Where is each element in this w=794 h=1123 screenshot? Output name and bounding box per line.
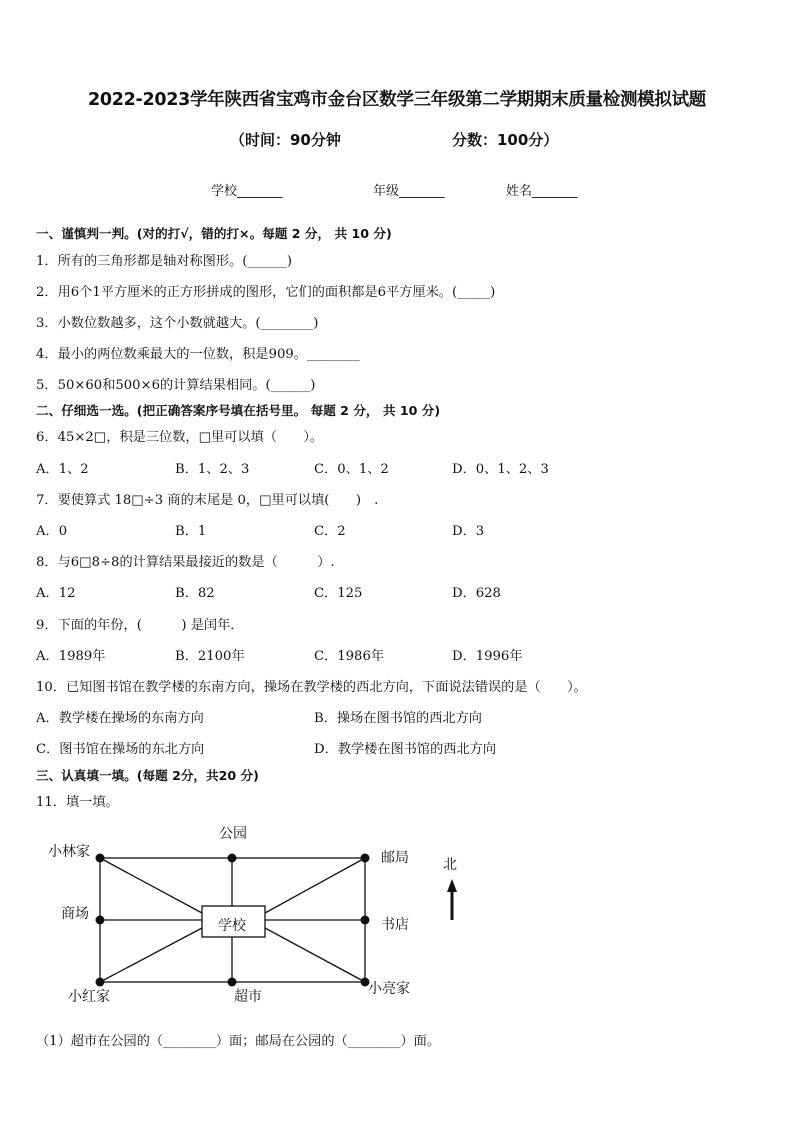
q8-option-b: B．82 bbox=[175, 586, 215, 601]
north-label: 北 bbox=[443, 857, 457, 873]
question-10: 10．已知图书馆在教学楼的东南方向，操场在教学楼的西北方向，下面说法错误的是（ ）。 bbox=[36, 680, 587, 695]
park-dot bbox=[228, 854, 237, 863]
section1-heading: 一、谨慎判一判。(对的打√，错的打×。每题 2 分， 共 10 分) bbox=[36, 226, 392, 241]
exam-title: 2022-2023学年陕西省宝鸡市金台区数学三年级第二学期期末质量检测模拟试题 bbox=[88, 90, 706, 110]
time-info: （时间：90分钟 bbox=[230, 131, 341, 149]
question-11: 11．填一填。 bbox=[36, 795, 119, 810]
q10-option-b: B．操场在图书馆的西北方向 bbox=[314, 711, 482, 726]
question-6: 6．45×2□，积是三位数，□里可以填（ ）。 bbox=[36, 430, 324, 445]
market-dot bbox=[96, 916, 105, 925]
supermarket-dot bbox=[228, 978, 237, 987]
label-supermarket: 超市 bbox=[234, 989, 262, 1005]
q9-option-a: A．1989年 bbox=[36, 649, 106, 664]
xiaohong-dot bbox=[96, 978, 105, 987]
q6-option-a: A．1、2 bbox=[36, 462, 89, 477]
label-market: 商场 bbox=[61, 906, 89, 922]
north-arrow-icon bbox=[447, 879, 457, 920]
grade-field: 年级_______ bbox=[373, 184, 445, 199]
label-bookstore: 书店 bbox=[381, 917, 409, 933]
label-xiaoliang: 小亮家 bbox=[368, 981, 410, 997]
q8-option-a: A．12 bbox=[36, 586, 76, 601]
school-field: 学校_______ bbox=[211, 184, 283, 199]
q9-option-d: D．1996年 bbox=[452, 649, 523, 664]
judge-item-1: 1．所有的三角形都是轴对称图形。(______) bbox=[36, 254, 293, 269]
label-school: 学校 bbox=[218, 918, 246, 934]
q10-option-c: C．图书馆在操场的东北方向 bbox=[36, 742, 205, 757]
xiaoliang-to-school-line bbox=[265, 928, 365, 982]
q7-option-d: D．3 bbox=[452, 524, 485, 539]
name-field: 姓名_______ bbox=[506, 184, 578, 199]
q8-option-d: D．628 bbox=[452, 586, 501, 601]
question-11-1: （1）超市在公园的（________）面；邮局在公园的（________）面。 bbox=[36, 1034, 441, 1049]
q7-option-b: B．1 bbox=[175, 524, 207, 539]
label-park: 公园 bbox=[219, 826, 247, 842]
section2-heading: 二、仔细选一选。(把正确答案序号填在括号里。 每题 2 分， 共 10 分) bbox=[36, 403, 441, 418]
direction-map bbox=[0, 815, 794, 1025]
q9-option-c: C．1986年 bbox=[314, 649, 385, 664]
post-dot bbox=[361, 854, 370, 863]
question-7: 7．要使算式 18□÷3 商的末尾是 0，□里可以填( ) . bbox=[36, 493, 379, 508]
judge-item-5: 5．50×60和500×6的计算结果相同。(______) bbox=[36, 378, 316, 393]
q7-option-c: C．2 bbox=[314, 524, 346, 539]
q8-option-c: C．125 bbox=[314, 586, 363, 601]
xiaolin-to-school-line bbox=[100, 858, 202, 913]
judge-item-4: 4．最小的两位数乘最大的一位数，积是909。________ bbox=[36, 347, 360, 362]
q6-option-c: C．0、1、2 bbox=[314, 462, 389, 477]
score-info: 分数：100分） bbox=[452, 131, 559, 149]
q10-option-a: A．教学楼在操场的东南方向 bbox=[36, 711, 204, 726]
judge-item-2: 2．用6个1平方厘米的正方形拼成的图形，它们的面积都是6平方厘米。(_____) bbox=[36, 285, 496, 300]
judge-item-3: 3．小数位数越多，这个小数就越大。(________) bbox=[36, 316, 319, 331]
xiaolin-dot bbox=[96, 854, 105, 863]
question-9: 9．下面的年份，( ) 是闰年． bbox=[36, 618, 244, 633]
q7-option-a: A．0 bbox=[36, 524, 68, 539]
q6-option-b: B．1、2、3 bbox=[175, 462, 250, 477]
label-xiaolin: 小林家 bbox=[48, 844, 90, 860]
bookstore-dot bbox=[361, 916, 370, 925]
label-post: 邮局 bbox=[381, 850, 409, 866]
question-8: 8．与6□8÷8的计算结果最接近的数是（ ）. bbox=[36, 555, 335, 570]
section3-heading: 三、认真填一填。(每题 2分，共20 分) bbox=[36, 768, 259, 783]
q6-option-d: D．0、1、2、3 bbox=[452, 462, 549, 477]
post-to-school-line bbox=[265, 858, 365, 913]
xiaohong-to-school-line bbox=[100, 928, 202, 982]
q10-option-d: D．教学楼在图书馆的西北方向 bbox=[314, 742, 497, 757]
label-xiaohong: 小红家 bbox=[68, 989, 110, 1005]
q9-option-b: B．2100年 bbox=[175, 649, 245, 664]
